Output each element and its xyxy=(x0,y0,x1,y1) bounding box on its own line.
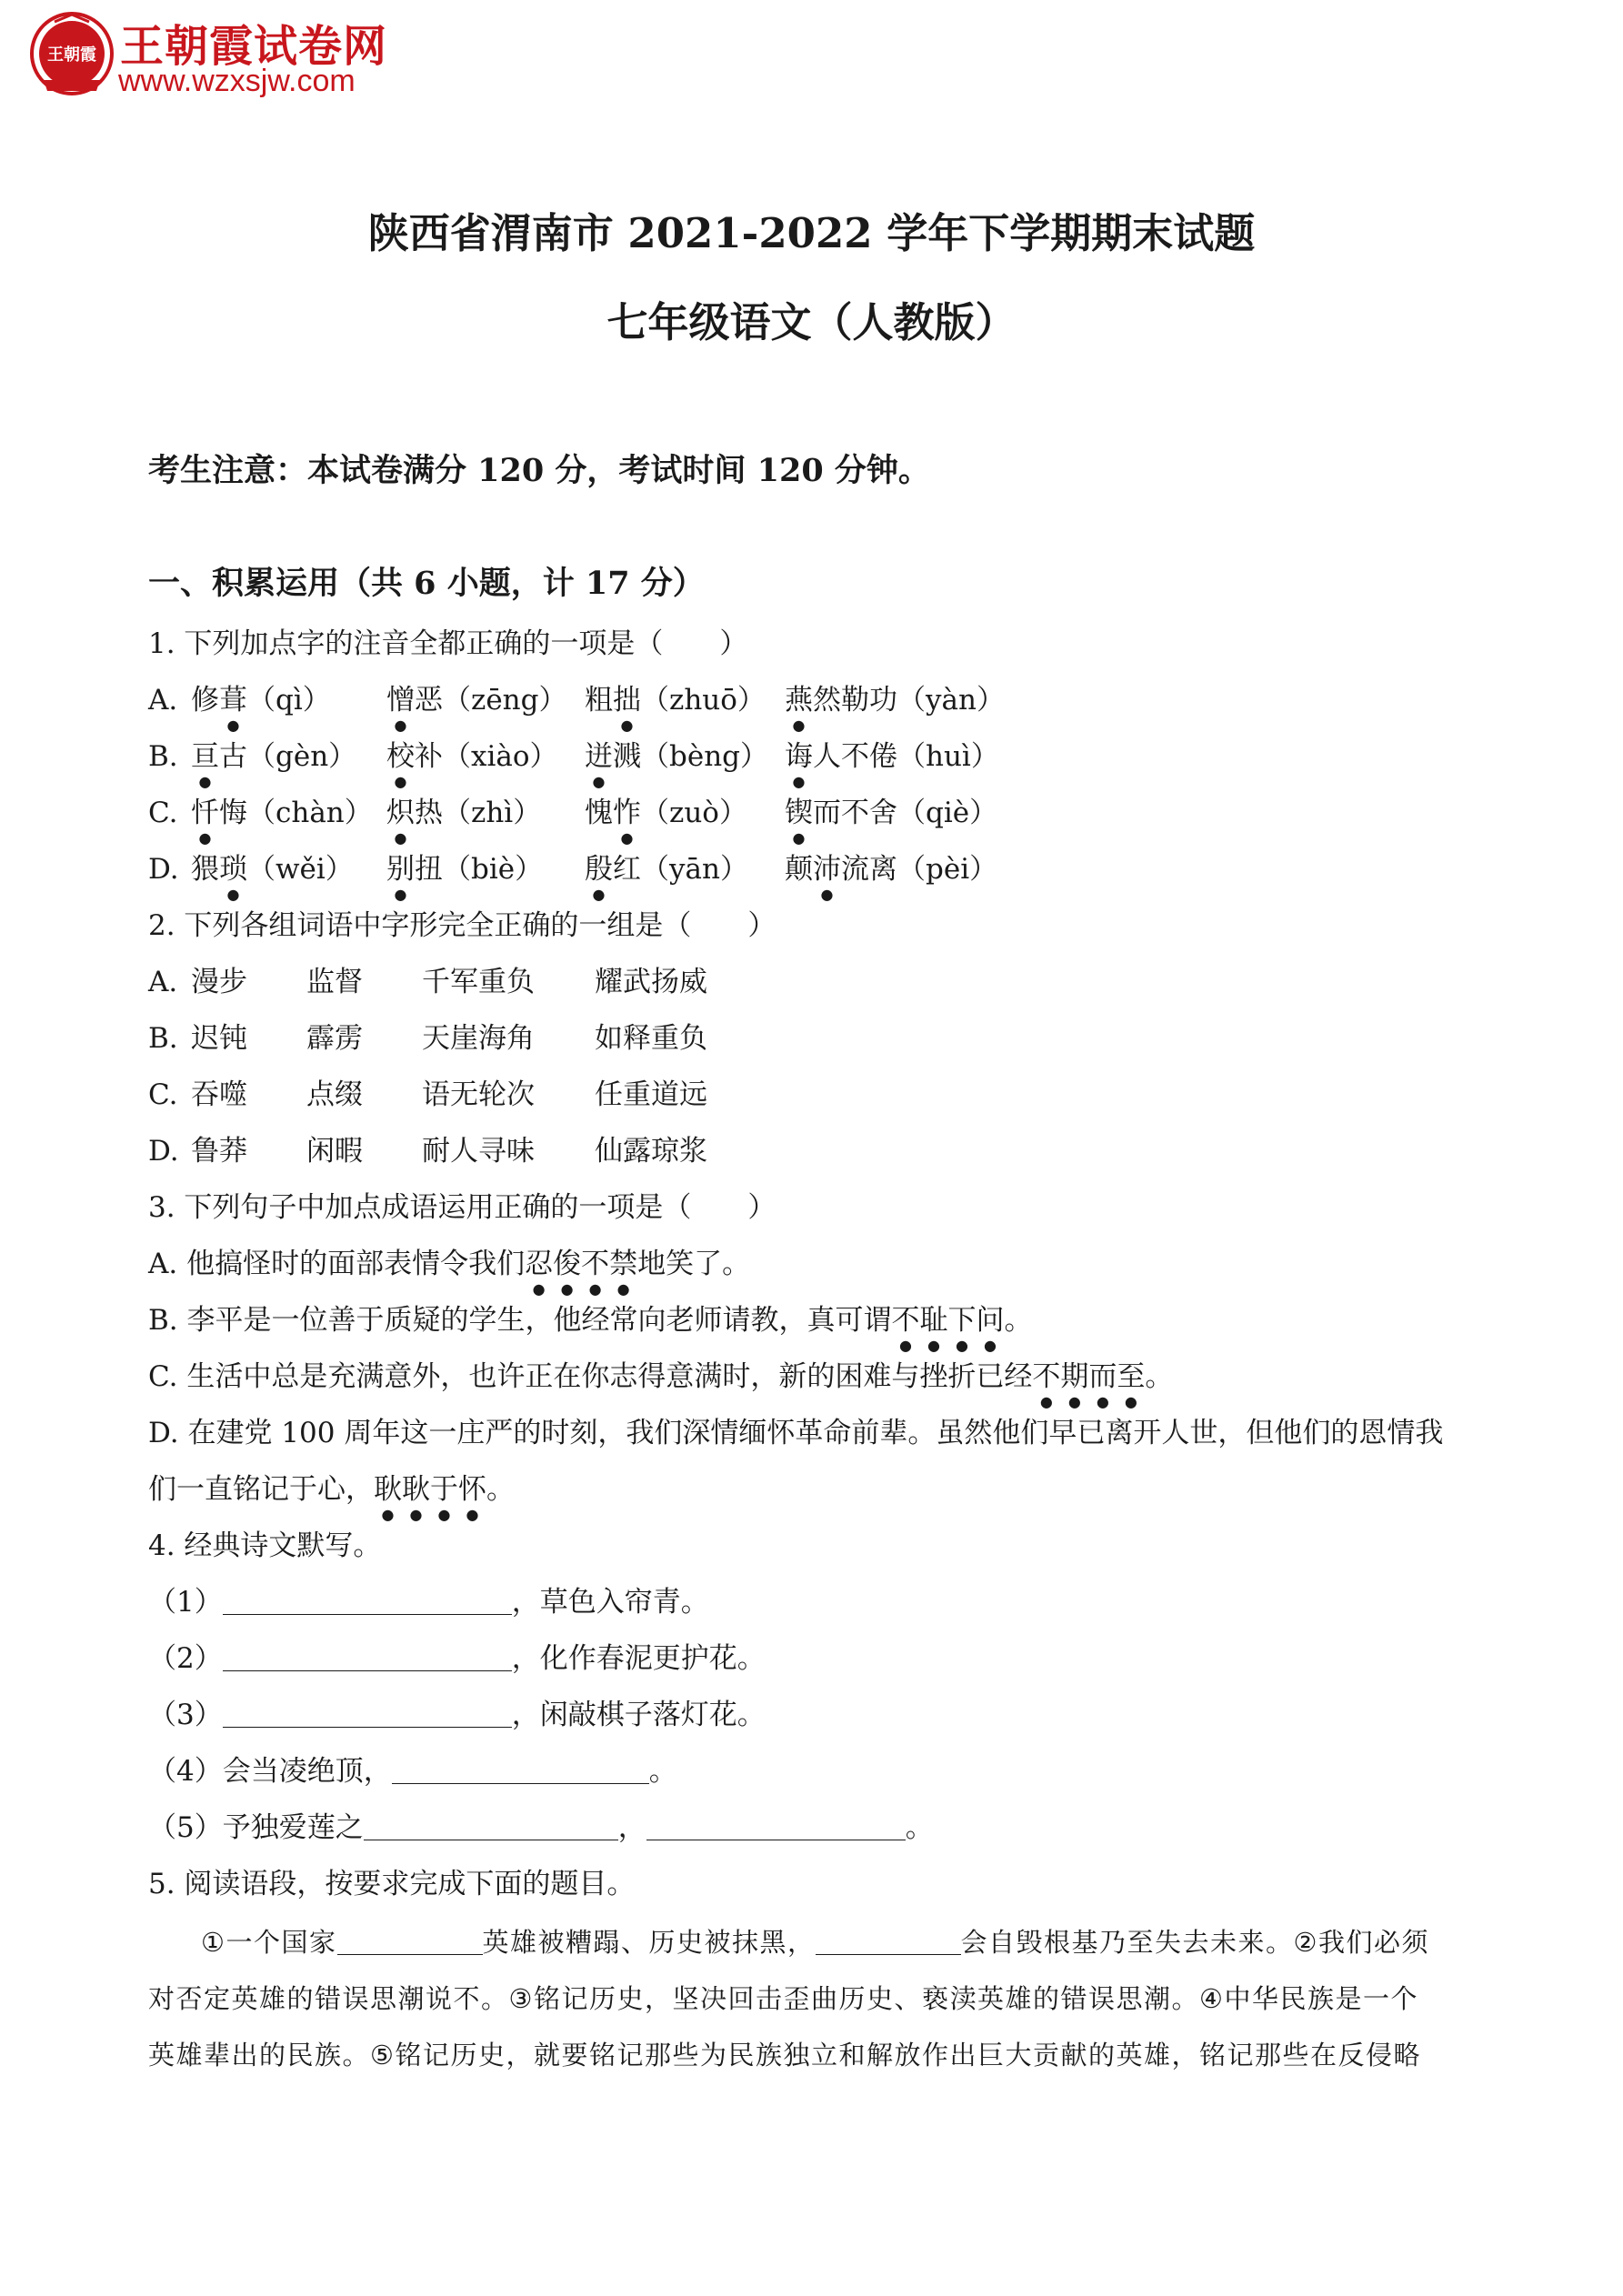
option-word: 耀武扬威 xyxy=(595,966,707,998)
option-label: A. xyxy=(148,966,178,998)
question-1-stem: 1. 下列加点字的注音全都正确的一项是（ ） xyxy=(148,627,748,660)
option-item: 憎恶（zēng） xyxy=(386,684,567,717)
option-item: 燕然勒功（yàn） xyxy=(785,684,1005,717)
option-word: 迟钝 xyxy=(191,1022,247,1055)
option-word: 如释重负 xyxy=(595,1022,707,1055)
dictation-item-2: （2） ，化作春泥更护花。 xyxy=(148,1642,766,1675)
option-label: C. xyxy=(148,1078,178,1111)
answer-blank[interactable] xyxy=(223,1587,512,1615)
question-3-option-d: D. 在建党 100 周年这一庄严的时刻，我们深情缅怀革命前辈。虽然他们早已离开人世，但他们的恩情我 xyxy=(148,1417,1444,1449)
option-word: 漫步 xyxy=(191,966,247,998)
option-word: 仙露琼浆 xyxy=(595,1135,707,1168)
option-item: 诲人不倦（huì） xyxy=(785,740,999,773)
option-item: 亘古（gèn） xyxy=(191,740,357,773)
option-word: 鲁莽 xyxy=(191,1135,247,1168)
option-label: C. xyxy=(148,797,178,829)
dictation-item-4: （4）会当凌绝顶， 。 xyxy=(148,1755,677,1788)
option-item: 炽热（zhì） xyxy=(386,797,542,829)
dictation-item-1: （1） ，草色入帘青。 xyxy=(148,1586,709,1619)
option-label: B. xyxy=(148,1022,178,1055)
option-item: 粗拙（zhuō） xyxy=(585,684,766,717)
answer-blank[interactable] xyxy=(392,1756,649,1784)
option-word: 监督 xyxy=(306,966,363,998)
option-item: 颠沛流离（pèi） xyxy=(785,853,998,886)
dictation-item-5: （5）予独爱莲之 ， 。 xyxy=(148,1811,934,1844)
option-item: 别扭（biè） xyxy=(386,853,544,886)
answer-blank[interactable] xyxy=(646,1812,906,1840)
site-name: 王朝霞试卷网 xyxy=(120,21,388,72)
option-word: 千军重负 xyxy=(422,966,535,998)
question-3-option-c: C. 生活中总是充满意外，也许正在你志得意满时，新的困难与挫折已经不期而至。 xyxy=(148,1360,1174,1393)
question-3-option-a: A. 他搞怪时的面部表情令我们忍俊不禁地笑了。 xyxy=(148,1248,751,1280)
option-item: 殷红（yān） xyxy=(585,853,748,886)
reading-passage-line-3: 英雄辈出的民族。⑤铭记历史，就要铭记那些为民族独立和解放作出巨大贡献的英雄，铭记那些在反侵略 xyxy=(148,2040,1422,2070)
option-word: 闲暇 xyxy=(306,1135,363,1168)
option-label: D. xyxy=(148,1135,179,1168)
section-heading: 一、积累运用（共 6 小题，计 17 分） xyxy=(148,565,705,602)
question-3-stem: 3. 下列句子中加点成语运用正确的一项是（ ） xyxy=(148,1191,776,1224)
exam-notice: 考生注意：本试卷满分 120 分，考试时间 120 分钟。 xyxy=(148,452,930,489)
option-word: 吞噬 xyxy=(191,1078,247,1111)
reading-passage-line-1: ①一个国家 英雄被糟蹋、历史被抹黑， 会自毁根基乃至失去未来。②我们必须 xyxy=(201,1927,1430,1958)
option-word: 任重道远 xyxy=(595,1078,707,1111)
option-label: B. xyxy=(148,740,178,773)
site-url[interactable]: www.wzxsjw.com xyxy=(118,64,356,98)
option-item: 校补（xiào） xyxy=(386,740,558,773)
question-4-stem: 4. 经典诗文默写。 xyxy=(148,1529,382,1562)
seal-icon xyxy=(27,9,116,98)
dictation-item-3: （3） ，闲敲棋子落灯花。 xyxy=(148,1699,766,1731)
site-logo xyxy=(27,9,418,109)
question-5-stem: 5. 阅读语段，按要求完成下面的题目。 xyxy=(148,1868,636,1900)
answer-blank[interactable] xyxy=(816,1927,961,1955)
answer-blank[interactable] xyxy=(364,1812,618,1840)
answer-blank[interactable] xyxy=(223,1643,512,1671)
answer-blank[interactable] xyxy=(223,1699,512,1728)
question-3-option-d-cont: 们一直铭记于心，耿耿于怀。 xyxy=(148,1473,515,1506)
option-item: 猥琐（wěi） xyxy=(191,853,354,886)
option-item: 锲而不舍（qiè） xyxy=(785,797,998,829)
question-3-option-b: B. 李平是一位善于质疑的学生，他经常向老师请教，真可谓不耻下问。 xyxy=(148,1304,1033,1337)
option-item: 迸溅（bèng） xyxy=(585,740,768,773)
option-word: 耐人寻味 xyxy=(422,1135,535,1168)
reading-passage-line-2: 对否定英雄的错误思潮说不。③铭记历史，坚决回击歪曲历史、亵渎英雄的错误思潮。④中华民族是一个 xyxy=(148,1983,1418,2014)
option-label: D. xyxy=(148,853,179,886)
option-item: 忏悔（chàn） xyxy=(191,797,373,829)
option-item: 愧怍（zuò） xyxy=(585,797,747,829)
exam-subtitle: 七年级语文（人教版） xyxy=(606,298,1017,346)
seal-text: 王朝霞 xyxy=(47,45,96,65)
option-word: 点缀 xyxy=(306,1078,363,1111)
question-2-stem: 2. 下列各组词语中字形完全正确的一组是（ ） xyxy=(148,909,776,942)
option-item: 修葺（qì） xyxy=(191,684,331,717)
option-label: A. xyxy=(148,684,178,717)
exam-title: 陕西省渭南市 2021-2022 学年下学期期末试题 xyxy=(367,209,1256,257)
option-word: 语无轮次 xyxy=(422,1078,535,1111)
option-word: 霹雳 xyxy=(306,1022,363,1055)
option-word: 天崖海角 xyxy=(422,1022,535,1055)
answer-blank[interactable] xyxy=(337,1927,483,1955)
